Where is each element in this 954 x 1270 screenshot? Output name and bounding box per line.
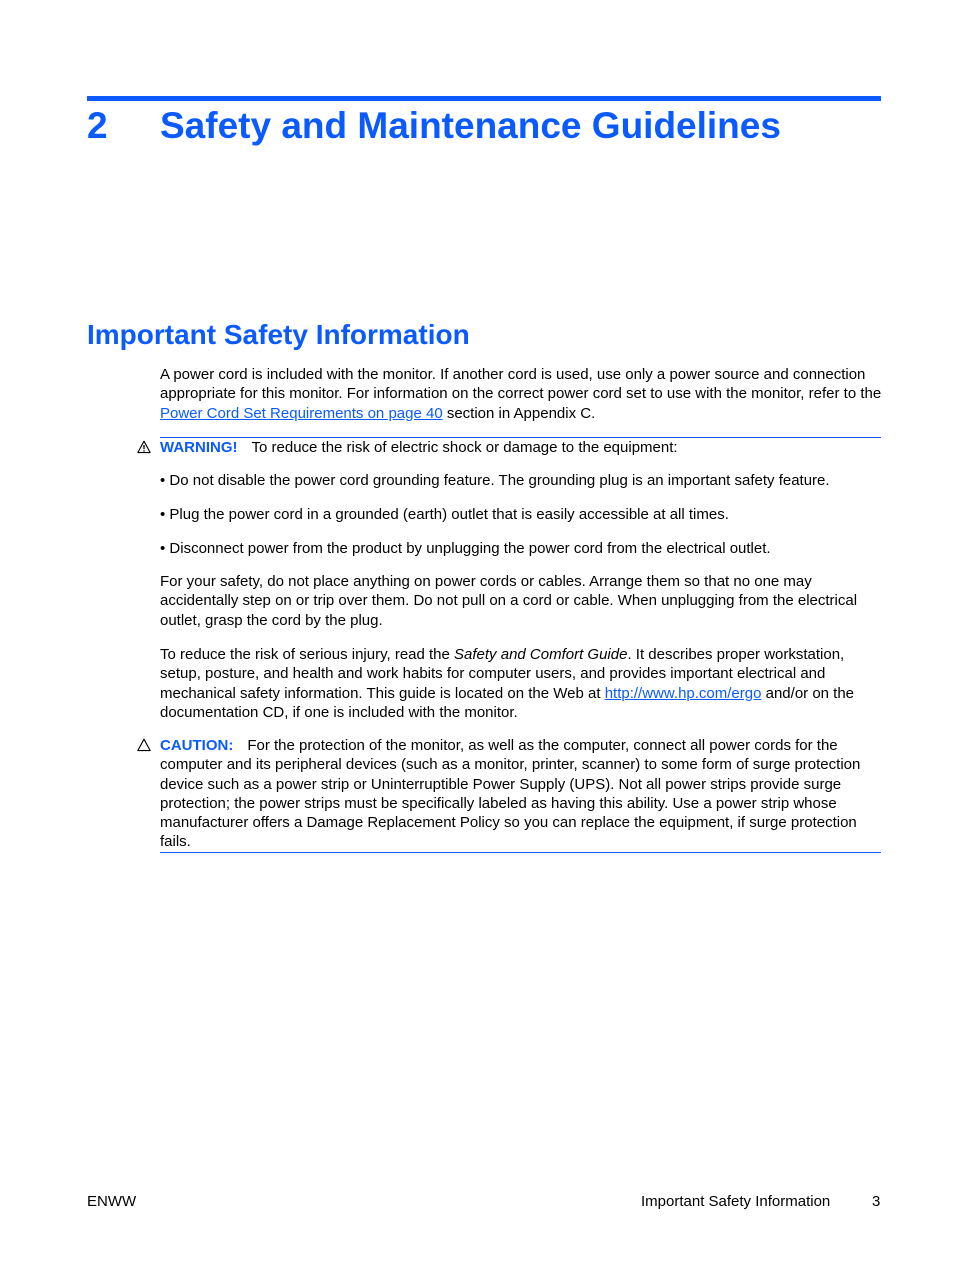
intro-paragraph [160, 365, 882, 423]
chapter-heading [87, 102, 881, 150]
hp-ergo-link[interactable]: http://www.hp.com/ergo [604, 684, 762, 702]
warning-triangle-icon [137, 440, 151, 454]
footer-left: ENWW [87, 1193, 137, 1210]
footer-section-name: Important Safety Information [641, 1193, 831, 1210]
safety-paragraph: For your safety, do not place anything on power cords or cables. Arrange them so that no one may accidentally step on or trip over them. Do not pull on a cord or cable. When unplugging from the electrical outlet, grasp the cord by the plug. [160, 573, 858, 629]
warning-bullet: • Disconnect power from the product by unplugging the power cord from the electrical outlet. [160, 540, 771, 557]
guide-title: Safety and Comfort Guide [454, 646, 628, 663]
caution-text: For the protection of the monitor, as well as the computer, connect all power cords for the computer and its peripheral devices (such as a monitor, printer, scanner) to some form of surge protection device such as a power strip or Uninterruptible Power Supply (UPS). Not all power strips provide surge protection; the power strips must be specifically labeled as having this ability. Use a power strip whose manufacturer offers a Damage Replacement Policy so you can replace the equipment, if surge protection fails. [160, 737, 861, 851]
section-heading: Important Safety Information [87, 319, 470, 350]
power-cord-requirements-link[interactable]: Power Cord Set Requirements on page 40 [160, 404, 443, 422]
chapter-number: 2 [87, 105, 108, 146]
caution-notice [160, 736, 882, 852]
caution-label: CAUTION: [160, 737, 234, 754]
caution-triangle-icon [137, 738, 151, 752]
injury-text-middle: . It describes proper workstation, setup, posture, and health and work habits for computer users, and provides important electrical and mechanical safety information. This guide is located on the Web at [160, 646, 845, 702]
warning-text: To reduce the risk of electric shock or damage to the equipment: [251, 439, 678, 456]
injury-text: To reduce the risk of serious injury, read the [160, 646, 455, 663]
chapter-rule [87, 96, 881, 101]
warning-label: WARNING! [160, 439, 238, 456]
injury-paragraph [160, 645, 882, 722]
warning-bullet: • Do not disable the power cord grounding feature. The grounding plug is an important safety feature. [160, 472, 830, 489]
footer-page-number: 3 [872, 1193, 881, 1210]
injury-text-end: and/or on the documentation CD, if one is included with the monitor. [160, 684, 855, 721]
warning-notice [160, 438, 882, 457]
chapter-title: Safety and Maintenance Guidelines [160, 105, 781, 146]
warning-bullet: • Plug the power cord in a grounded (earth) outlet that is easily accessible at all times. [160, 506, 729, 523]
intro-text-end: section in Appendix C. [442, 404, 596, 422]
intro-text: A power cord is included with the monitor. If another cord is used, use only a power source and connection appropriate for this monitor. For information on the correct power cord set to use with the monitor, refer to the [160, 366, 882, 403]
caution-bottom-rule [160, 852, 881, 853]
